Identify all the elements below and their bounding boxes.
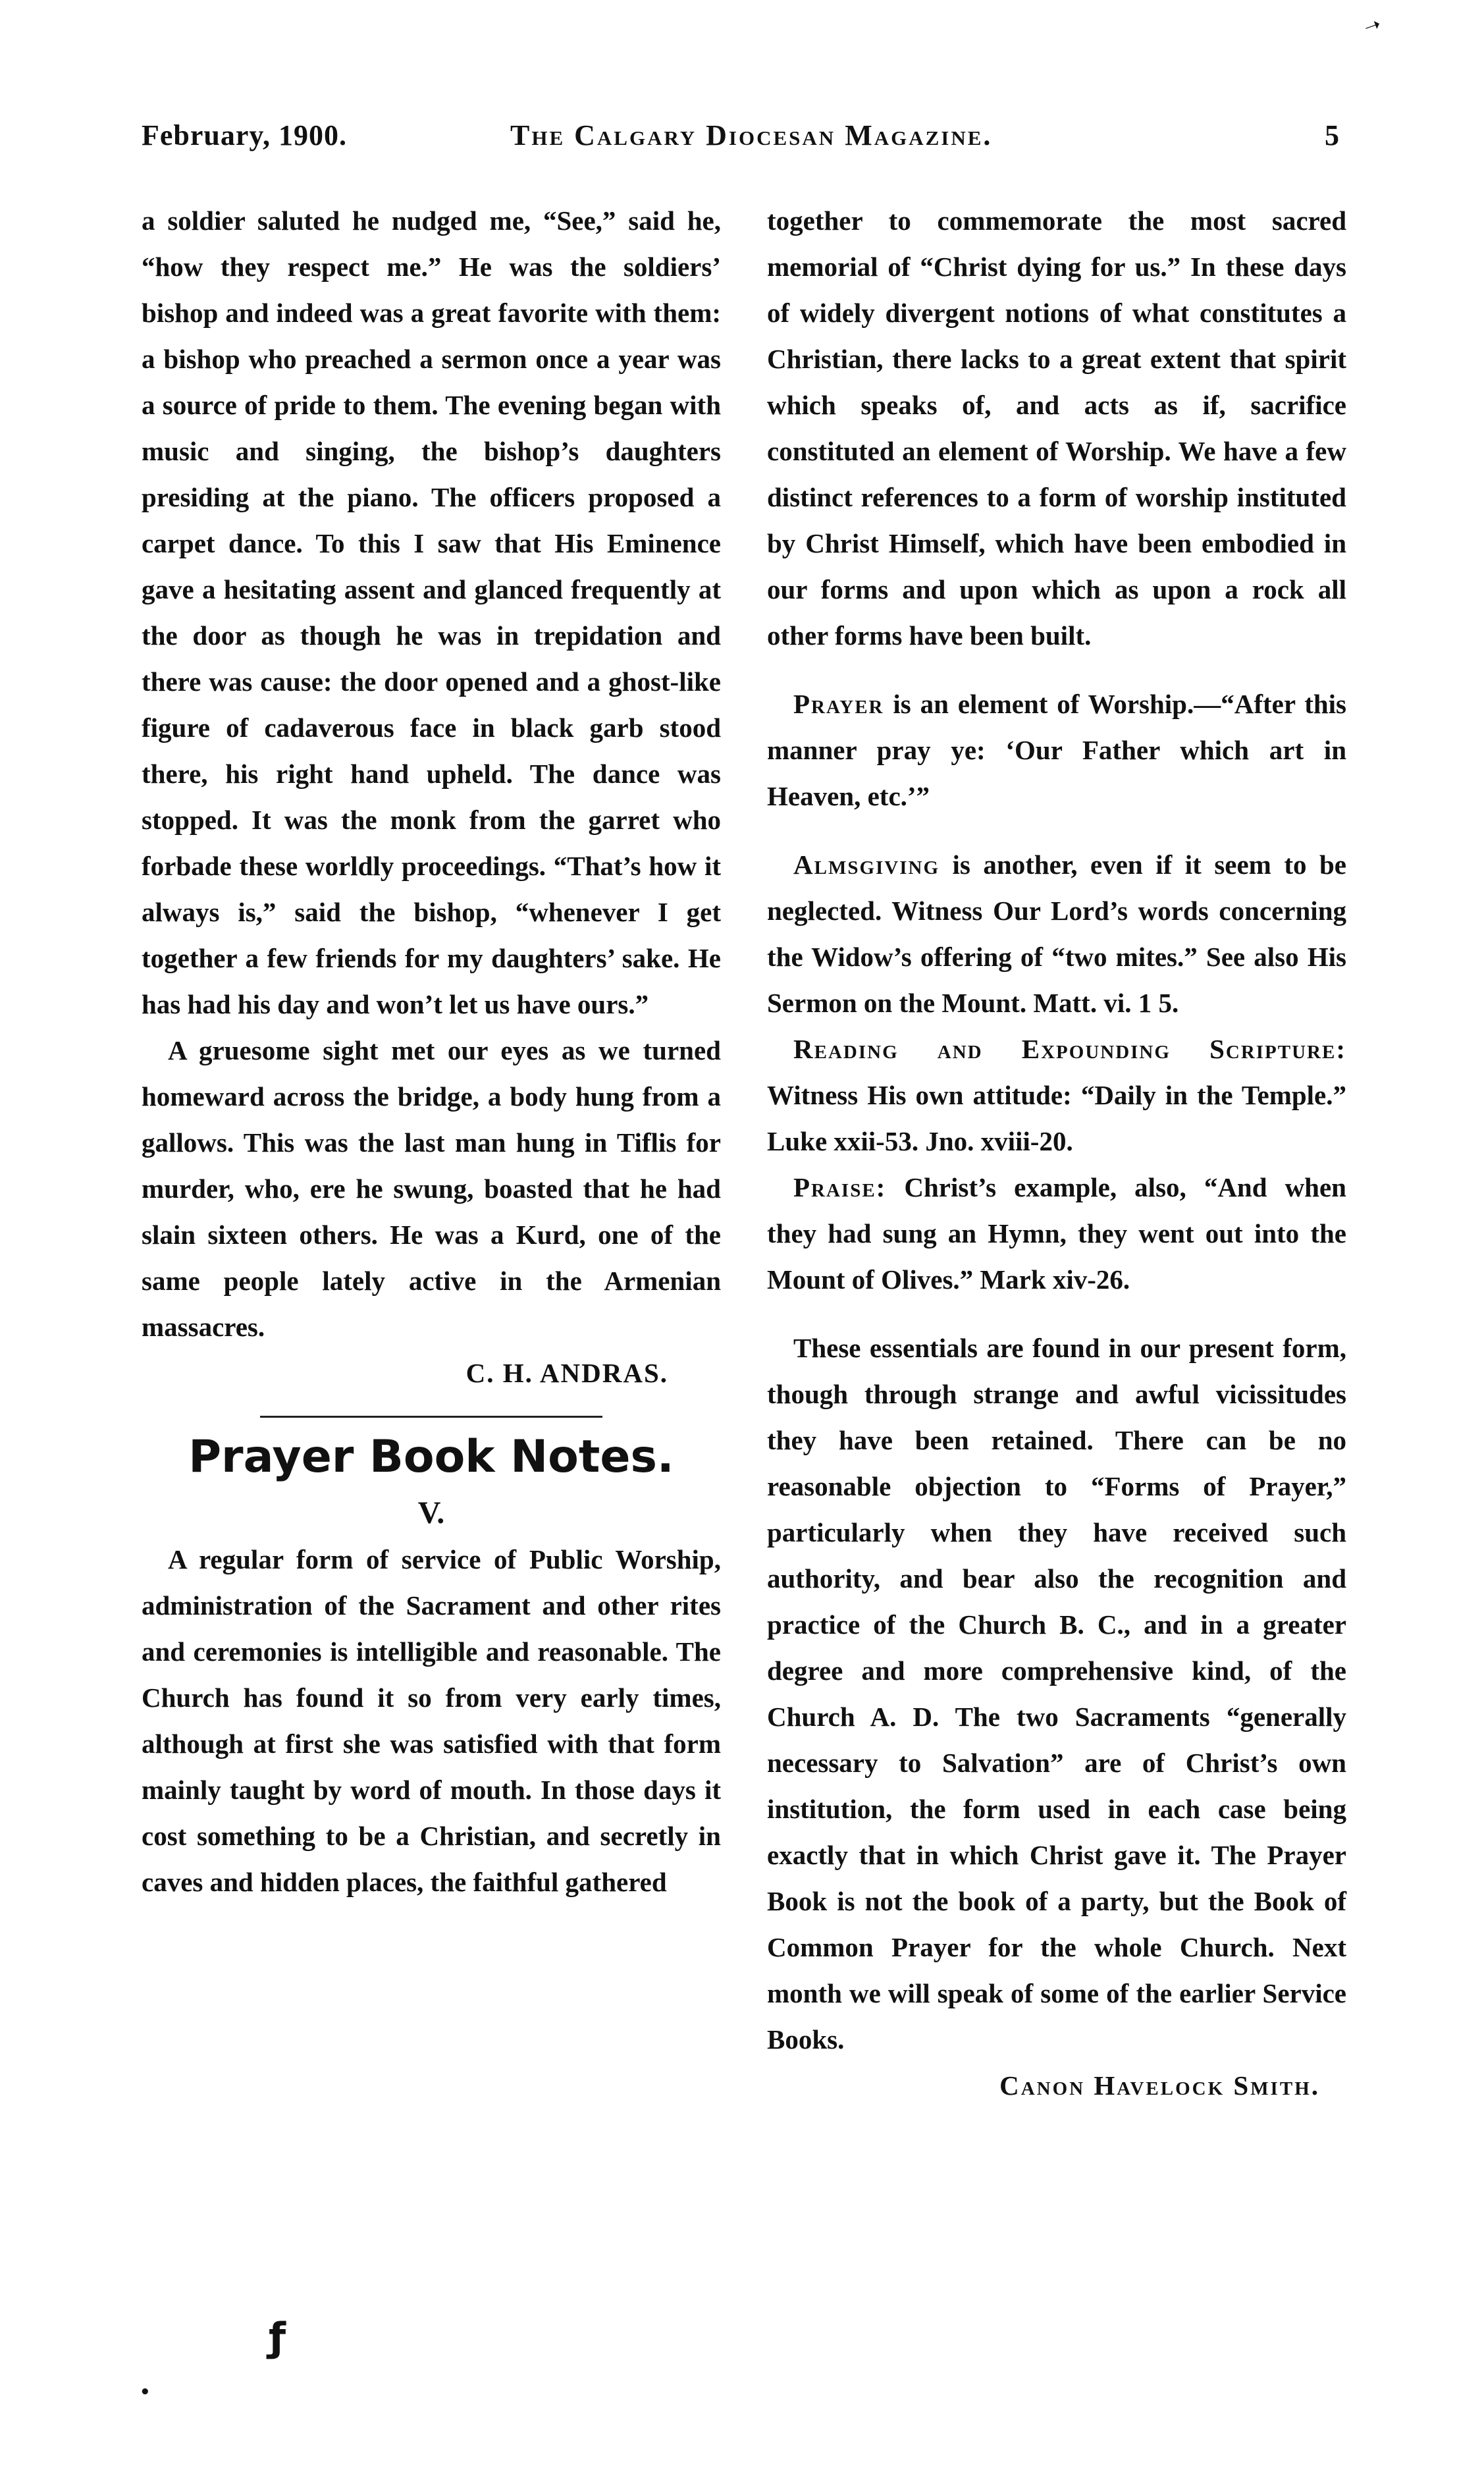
prayer-label: Prayer	[793, 689, 884, 719]
almsgiving-label: Almsgiving	[793, 849, 940, 880]
page-number: 5	[1325, 119, 1340, 151]
section-title: Prayer Book Notes.	[188, 1431, 674, 1483]
section-divider	[260, 1416, 602, 1418]
reading-text: Witness His own attitude: “Daily in the Temple.” Luke xxii-53. Jno. xviii-20.	[767, 1080, 1346, 1156]
almsgiving-paragraph	[767, 842, 1346, 1026]
article-paragraph: a soldier saluted he nudged me, “See,” said he, “how they respect me.” He was the soldiers’ bishop and indeed was a great favorite with them: a bishop who preached a sermon once a year was a source of pride to them. The evening began with music and singing, the bishop’s daughters presiding at the piano. The officers proposed a carpet dance. To this I saw that His Eminence gave a hesitating assent and glanced frequently at the door as though he was in trepidation and there was cause: the door opened and a ghost-like figure of cadaverous face in black garb stood there, his right hand upheld. The dance was stopped. It was the monk from the garret who forbade these worldly proceedings. “That’s how it always is,” said the bishop, “whenever I get together a few friends for my daughters’ sake. He has had his day and won’t let us have ours.”	[142, 205, 721, 1019]
praise-paragraph	[767, 1164, 1346, 1303]
scan-mark: ➝	[1360, 12, 1385, 40]
article-signature: C. H. ANDRAS.	[465, 1358, 668, 1388]
prayer-paragraph	[767, 681, 1346, 819]
reading-label: Reading and Expounding Scripture:	[793, 1034, 1346, 1064]
praise-text: Christ’s example, also, “And when they had sung an Hymn, they went out into the Mount of Olives.” Mark xiv-26.	[767, 1172, 1346, 1295]
right-column	[767, 198, 1346, 2109]
article-paragraph: together to commemorate the most sacred memorial of “Christ dying for us.” In these days of widely divergent notions of what constitutes a Christian, there lacks to a great extent that spirit which speaks of, and acts as if, sacrifice constituted an element of Worship. We have a few distinct references to a form of worship instituted by Christ Himself, which have been embodied in our forms and upon which as upon a rock all other forms have been built.	[767, 205, 1346, 651]
almsgiving-text: is another, even if it seem to be neglected. Witness Our Lord’s words concerning the Widow’s offering of “two mites.” See also His Sermon on the Mount. Matt. vi. 1 5.	[767, 849, 1346, 1018]
scan-mark: •	[140, 2382, 151, 2402]
issue-date: February, 1900.	[142, 119, 347, 151]
running-head	[142, 119, 1340, 165]
article-paragraph: These essentials are found in our present form, though through strange and awful vicissitudes they have been retained. There can be no reasonable objection to “Forms of Prayer,” particularly when they have received such authority, and bear also the recognition and practice of the Church B. C., and in a greater degree and more comprehensive kind, of the Church A. D. The two Sacraments “generally necessary to Salvation” are of Christ’s own institution, the form used in each case being exactly that in which Christ gave it. The Prayer Book is not the book of a party, but the Book of Common Prayer for the whole Church. Next month we will speak of some of the earlier Service Books.	[767, 1333, 1346, 2055]
left-column	[142, 198, 721, 1905]
article-signature: Canon Havelock Smith.	[999, 2070, 1320, 2101]
prayer-text: is an element of Worship.—“After this manner pray ye: ‘Our Father which art in Heaven, etc.’”	[767, 689, 1346, 811]
praise-label: Praise:	[793, 1172, 887, 1202]
reading-paragraph	[767, 1026, 1346, 1164]
article-paragraph: A regular form of service of Public Worship, administration of the Sacrament and other rites and ceremonies is intelligible and reasonable. The Church has found it so from very early times, although at first she was satisfied with that form mainly taught by word of mouth. In those days it cost something to be a Christian, and secretly in caves and hidden places, the faithful gathered	[142, 1544, 721, 1897]
magazine-title: The Calgary Diocesan Magazine.	[510, 119, 993, 151]
article-paragraph: A gruesome sight met our eyes as we turned homeward across the bridge, a body hung from a gallows. This was the last man hung in Tiflis for murder, who, ere he swung, boasted that he had slain sixteen others. He was a Kurd, one of the same people lately active in the Armenian massacres.	[142, 1035, 721, 1342]
section-number: V.	[417, 1495, 445, 1530]
scan-mark: ƒ	[269, 2315, 286, 2361]
